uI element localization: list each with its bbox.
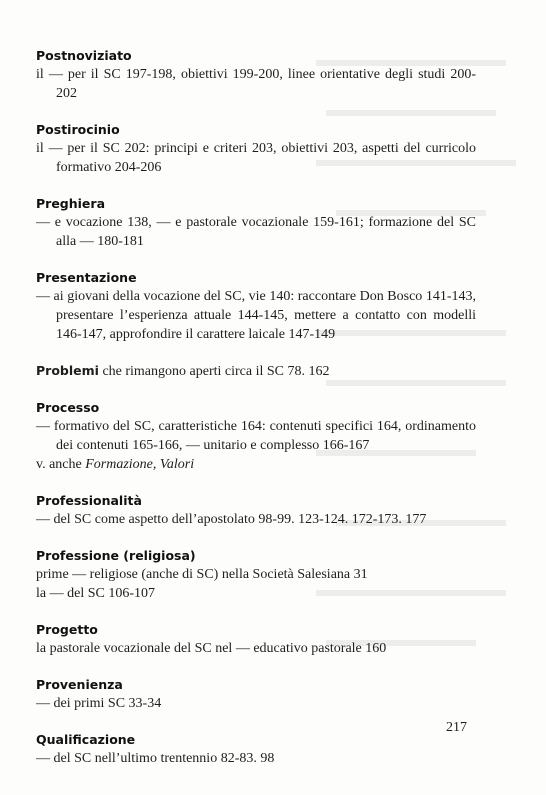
see-also-line [36,455,476,474]
entry-line: — ai giovani della vocazione del SC, vie 140: raccontare Don Bosco 141-143, presentare l’esperienza attuale 144-145, mettere a contatto con modelli 146-147, approfondire il carattere laicale 147-149 [36,289,476,342]
index-entry-presentazione [36,268,476,344]
entry-heading: Postirocinio [36,122,120,137]
entry-line [36,361,476,381]
index-page [36,46,476,785]
index-entry-problemi [36,361,476,381]
entry-heading: Preghiera [36,196,106,211]
entry-line: — del SC nell’ultimo trentennio 82-83. 98 [36,751,275,766]
index-entry-progetto [36,620,476,658]
see-also-refs: Formazione, Valori [85,457,195,472]
entry-heading: Processo [36,400,100,415]
index-entry-provenienza [36,675,476,713]
entry-line: la pastorale vocazionale del SC nel — educativo pastorale 160 [36,641,387,656]
see-also-label: v. anche [36,457,86,472]
entry-heading: Progetto [36,622,98,637]
index-entry-professionalita [36,491,476,529]
index-entry-postnoviziato [36,46,476,103]
entry-heading: Postnoviziato [36,48,132,63]
entry-line: prime — religiose (anche di SC) nella Società Salesiana 31 [36,567,368,582]
entry-heading: Presentazione [36,270,137,285]
entry-heading: Provenienza [36,677,123,692]
index-entry-qualificazione [36,730,476,768]
entry-heading: Professione (religiosa) [36,548,196,563]
index-entry-postirocinio [36,120,476,177]
entry-line: il — per il SC 197-198, obiettivi 199-200, linee orientative degli studi 200-202 [36,67,476,101]
entry-text: che rimangono aperti circa il SC 78. 162 [98,364,330,379]
index-entry-processo [36,398,476,474]
entry-line: la — del SC 106-107 [36,586,155,601]
page-number: 217 [446,720,467,735]
entry-line: — del SC come aspetto dell’apostolato 98-99. 123-124. 172-173. 177 [36,512,427,527]
entry-line: — e vocazione 138, — e pastorale vocazionale 159-161; formazione del SC alla — 180-181 [36,215,476,249]
index-entry-preghiera [36,194,476,251]
index-entry-professione [36,546,476,603]
entry-heading: Professionalità [36,493,142,508]
entry-heading: Problemi [36,363,99,378]
entry-heading: Qualificazione [36,732,136,747]
entry-line: — formativo del SC, caratteristiche 164: contenuti specifici 164, ordinamento dei contenuti 165-166, — unitario e complesso 166-167 [36,419,476,453]
entry-line: il — per il SC 202: principi e criteri 203, obiettivi 203, aspetti del curricolo formativo 204-206 [36,141,476,175]
entry-line: — dei primi SC 33-34 [36,696,162,711]
